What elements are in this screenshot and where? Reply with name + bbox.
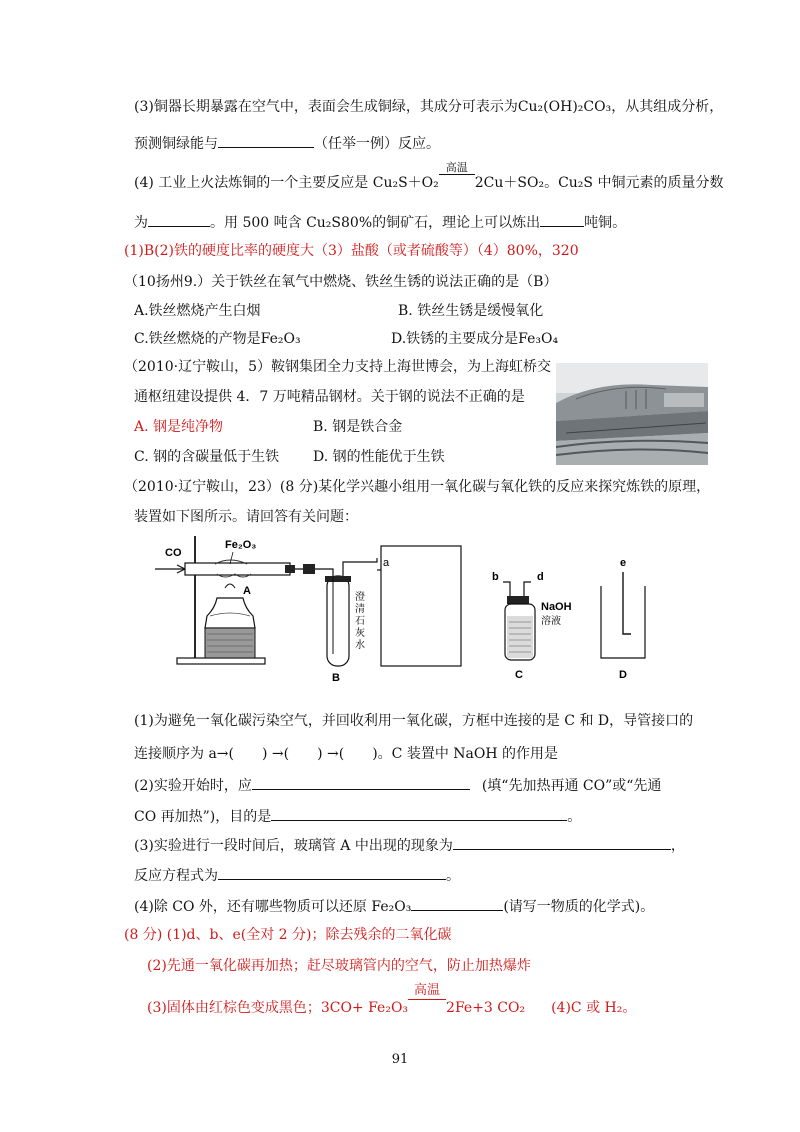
q23-stem-2: 装置如下图所示。请回答有关问题： [134, 509, 358, 525]
q23-p3-text-a: (3)实验进行一段时间后，玻璃管 A 中出现的现象为 [134, 838, 453, 854]
page-number: 91 [391, 1052, 409, 1067]
answer-23-condition-text: 高温 [414, 983, 441, 998]
fig-c-label: C [515, 669, 523, 681]
q23-p2-blank-1 [252, 775, 470, 790]
q3-text-a: 预测铜绿能与 [134, 136, 218, 152]
q23-p3-blank-2 [218, 865, 446, 880]
q9-stem: （10扬州9.）关于铁丝在氧气中燃烧、铁丝生锈的说法正确的是（B） [124, 274, 558, 290]
q4-text-c: 为 [134, 215, 148, 231]
fig-b-port: b [492, 571, 499, 583]
q4-text-a: (4) 工业上火法炼铜的一个主要反应是 Cu₂S＋O₂ [134, 175, 439, 191]
answer-23-line1: (8 分) (1)d、b、e(全对 2 分)；除去残余的二氧化碳 [124, 927, 452, 943]
q23-p2-text-c: CO 再加热”)，目的是 [134, 809, 272, 825]
q3-line2 [134, 133, 440, 153]
q4-blank-1 [148, 212, 210, 227]
q5-option-b: B. 钢是铁合金 [313, 419, 403, 435]
q9-option-b: B. 铁丝生锈是缓慢氧化 [398, 303, 544, 319]
answer-23-line2: (2)先通一氧化碳再加热；赶尽玻璃管内的空气，防止加热爆炸 [147, 958, 531, 974]
q23-p2-text-d: 。 [567, 809, 582, 825]
q23-p2-text-a: (2)实验开始时，应 [134, 778, 252, 794]
q4-text-e: 吨铜。 [584, 215, 627, 231]
fig-naoh-label: NaOH [541, 601, 572, 613]
fig-b-label: B [332, 672, 340, 684]
q23-p4-text-a: (4)除 CO 外，还有哪些物质可以还原 Fe₂O₃ [134, 899, 412, 915]
q5-option-a: A. 钢是纯净物 [134, 419, 224, 435]
q4-condition [439, 161, 475, 187]
fig-lime-char: 灰 [355, 628, 365, 639]
fig-d-port: d [537, 571, 544, 583]
q4-text-b: 2Cu＋SO₂。Cu₂S 中铜元素的质量分数 [474, 175, 724, 191]
q3-blank [218, 133, 314, 148]
q23-p4-blank [411, 896, 503, 911]
q23-p4-text-b: (请写一物质的化学式)。 [503, 899, 655, 915]
q5-option-c: C. 钢的含碳量低于生铁 [134, 449, 280, 465]
q4-line2 [134, 212, 626, 232]
q5-stem-2: 通枢纽建设提供 4．7 万吨精品钢材。关于钢的说法不正确的是 [134, 389, 525, 405]
q23-p2-blank-2 [271, 806, 567, 821]
q23-part3-line1 [134, 835, 685, 855]
q5-stem-1: （2010·辽宁鞍山，5）鞍钢集团全力支持上海世博会，为上海虹桥交 [124, 359, 551, 375]
q23-p2-text-b: (填“先加热再通 CO”或“先通 [481, 778, 662, 794]
q4-condition-text: 高温 [445, 161, 468, 174]
q9-option-d: D.铁锈的主要成分是Fe₃O₄ [391, 331, 559, 347]
fig-d-label: D [619, 669, 627, 681]
apparatus-figure [155, 536, 650, 686]
q3-line1: (3)铜器长期暴露在空气中，表面会生成铜绿，其成分可表示为Cu₂(OH)₂CO₃，从其组成分析， [134, 99, 724, 115]
fig-lime-char: 清 [355, 604, 365, 615]
fig-a-port: a [383, 557, 390, 569]
answer-23-line3 [147, 983, 637, 1017]
fig-co-label: CO [165, 547, 182, 559]
hongqiao-hub-photo [556, 363, 708, 465]
fig-a-label: A [243, 585, 251, 597]
q23-part4 [134, 896, 654, 916]
q9-option-a: A.铁丝燃烧产生白烟 [134, 303, 261, 319]
q23-part2-line1 [134, 775, 661, 795]
q23-part2-line2 [134, 806, 581, 826]
q23-p3-blank-1 [453, 835, 671, 850]
answer-1: (1)B(2)铁的硬度比率的硬度大（3）盐酸（或者硫酸等）（4）80%，320 [124, 243, 579, 259]
q23-part3-line2 [134, 865, 460, 885]
q4-blank-2 [540, 212, 584, 227]
fig-solution-label: 溶液 [541, 616, 561, 627]
q23-stem-1: （2010·辽宁鞍山，23）(8 分)某化学兴趣小组用一氧化碳与氧化铁的反应来探究炼铁的原理， [124, 479, 711, 495]
fig-lime-water [355, 591, 365, 651]
q23-part1-line1: (1)为避免一氧化碳污染空气，并回收利用一氧化碳，方框中连接的是 C 和 D，导管接口的 [134, 713, 694, 729]
answer-23-condition [408, 983, 446, 1012]
q5-option-d: D. 钢的性能优于生铁 [313, 449, 445, 465]
fig-e-port: e [620, 557, 627, 569]
q4-text-d: 。用 500 吨含 Cu₂S80%的铜矿石，理论上可以炼出 [210, 215, 541, 231]
fig-lime-char: 水 [355, 640, 365, 651]
q9-option-c: C.铁丝燃烧的产物是Fe₂O₃ [134, 331, 301, 347]
q3-text-b: （任举一例）反应。 [314, 136, 440, 152]
q23-p3-text-c: 反应方程式为 [134, 868, 218, 884]
answer-23-text-b: 2Fe+3 CO₂ [446, 1000, 526, 1016]
q4-line1 [134, 161, 724, 192]
q23-part1-line2: 连接顺序为 a→( ) →( ) →( )。C 装置中 NaOH 的作用是 [134, 746, 559, 762]
fig-empty-box [381, 546, 461, 666]
fig-fe2o3-label: Fe₂O₃ [225, 539, 257, 551]
q23-p3-text-d: 。 [446, 868, 460, 884]
answer-23-text-a: (3)固体由红棕色变成黑色；3CO+ Fe₂O₃ [147, 1000, 409, 1016]
fig-lime-char: 石 [355, 616, 365, 627]
fig-lime-char: 澄 [355, 592, 365, 603]
q23-p3-text-b: ， [670, 838, 685, 854]
answer-23-text-c: (4)C 或 H₂。 [551, 1000, 637, 1016]
